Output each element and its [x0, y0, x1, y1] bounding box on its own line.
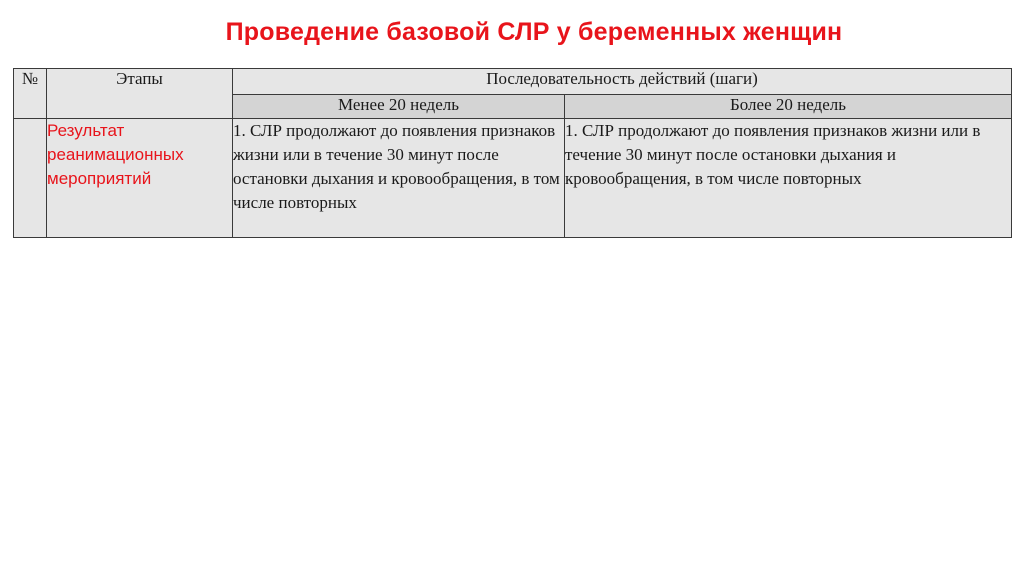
header-stages: Этапы: [47, 69, 233, 119]
table-row: [14, 119, 1012, 238]
row-over-20-cell: 1. СЛР продолжают до появления признаков жизни или в течение 30 минут после остановки дыхания и кровообращения, в том числе повторных: [565, 119, 1012, 238]
row-under-20-cell: 1. СЛР продолжают до появления признаков жизни или в течение 30 минут после остановки дыхания и кровообращения, в том числе повторных: [233, 119, 565, 238]
header-number: №: [14, 69, 47, 119]
slide-title: Проведение базовой СЛР у беременных женщин: [225, 18, 843, 46]
table-header-row: [14, 69, 1012, 95]
header-steps: Последовательность действий (шаги): [233, 69, 1012, 95]
cpr-steps-table: [13, 68, 1012, 238]
header-over-20-weeks: Более 20 недель: [565, 95, 1012, 119]
row-stage-cell: Результат реанимационных мероприятий: [47, 119, 233, 238]
header-under-20-weeks: Менее 20 недель: [233, 95, 565, 119]
row-number-cell: [14, 119, 47, 238]
